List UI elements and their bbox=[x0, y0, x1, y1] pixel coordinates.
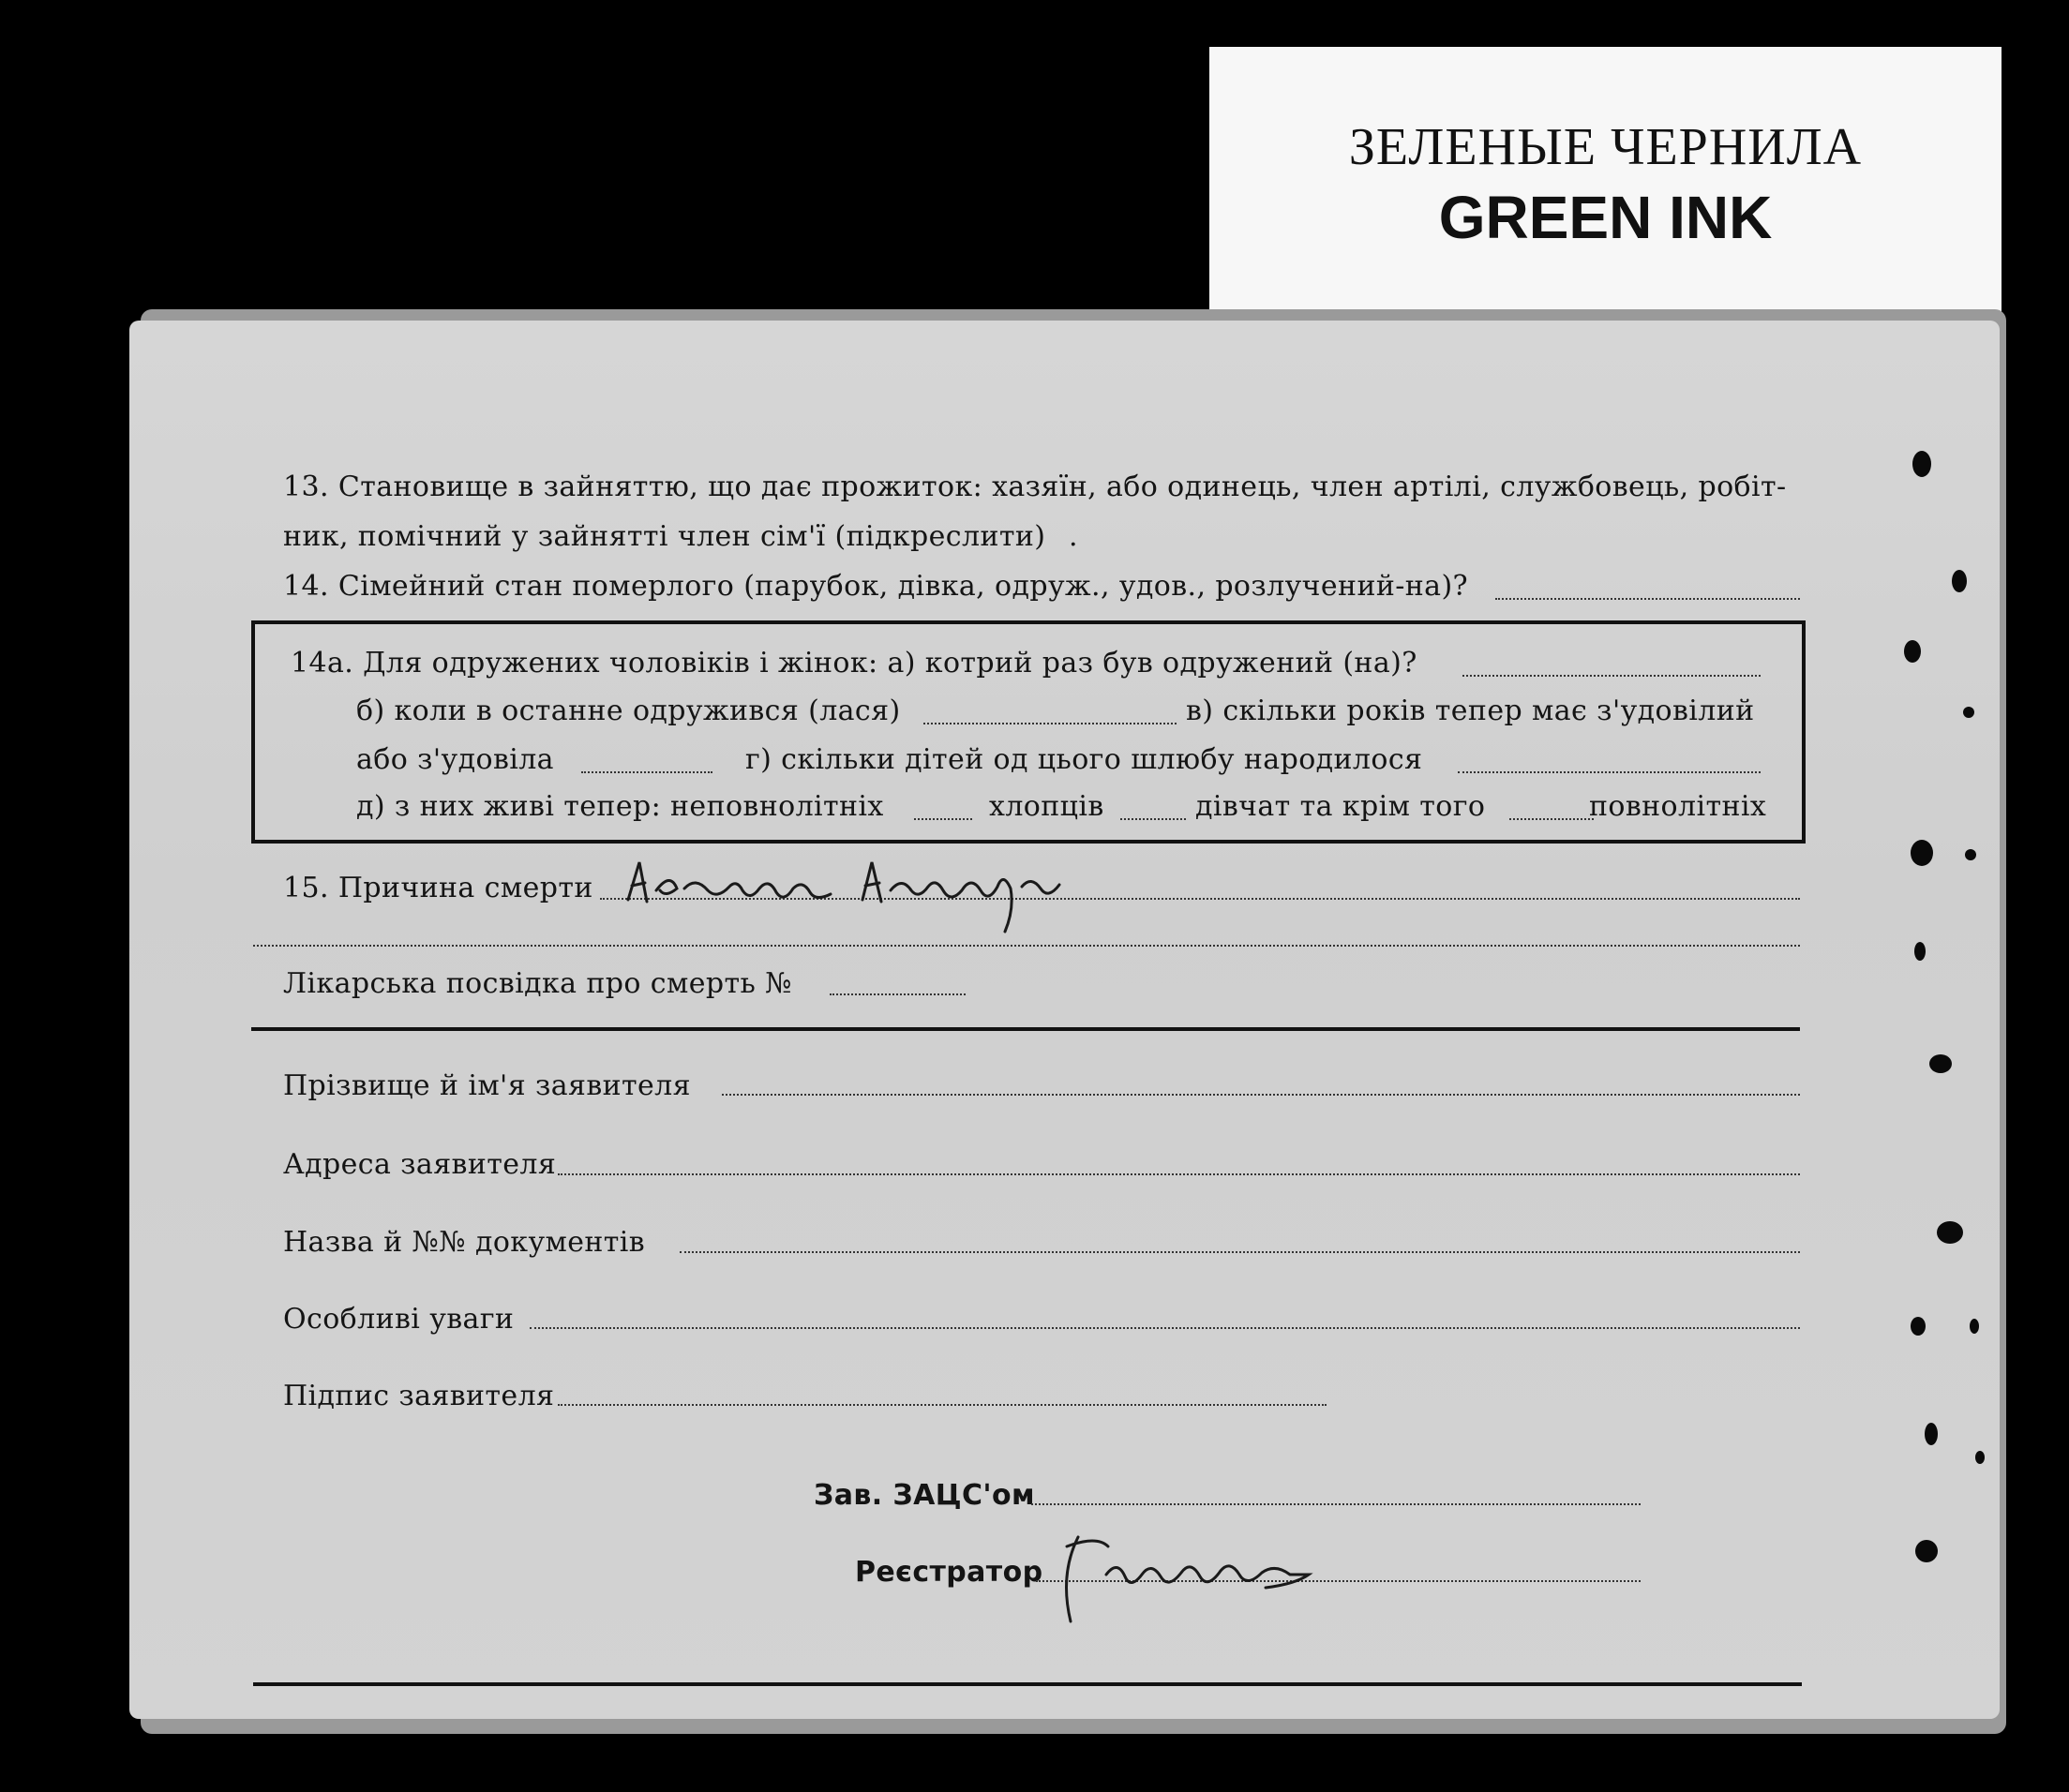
notes-field bbox=[530, 1327, 1800, 1329]
applicant-name-label: Прізвище й ім'я заявителя bbox=[283, 1069, 691, 1102]
q14a-abo-field bbox=[581, 771, 712, 773]
q14a-abo-label: або з'удовіла bbox=[356, 743, 554, 776]
notes-label: Особливі уваги bbox=[283, 1303, 515, 1336]
q15-label: 15. Причина смерти bbox=[283, 872, 593, 904]
applicant-signature-label: Підпис заявителя bbox=[283, 1380, 555, 1412]
label-russian: ЗЕЛЕНЫЕ ЧЕРНИЛА bbox=[1348, 118, 1863, 176]
medical-certificate-field bbox=[830, 993, 966, 995]
documents-field bbox=[680, 1251, 1800, 1253]
q14a-b-field bbox=[923, 723, 1177, 724]
registrar-label: Реєстратор bbox=[855, 1556, 1043, 1589]
label-english: GREEN INK bbox=[1438, 184, 1773, 251]
q13-line1: 13. Становище в зайняттю, що дає прожиток: хазяїн, або одинець, член артілі, службовець, робіт- bbox=[283, 470, 1787, 503]
q14a-boys-label: хлопців bbox=[989, 790, 1104, 823]
documents-label: Назва й №№ документів bbox=[283, 1226, 646, 1259]
green-ink-label bbox=[1209, 47, 2002, 328]
q13-line2: ник, помічний у зайнятті член сім'ї (підкреслити) bbox=[283, 520, 1046, 553]
q14a-v-label: в) скільки років тепер має з'удовілий bbox=[1186, 694, 1755, 727]
medical-certificate-label: Лікарська посвідка про смерть № bbox=[283, 967, 792, 1000]
q14a-d-label: д) з них живі тепер: неповнолітніх bbox=[356, 790, 884, 823]
q15-field-line2 bbox=[253, 945, 1800, 947]
q14a-boys-field bbox=[1120, 818, 1186, 820]
q14-field bbox=[1495, 598, 1800, 600]
q14a-girls-label: дівчат та крім того bbox=[1195, 790, 1486, 823]
q14a-d-field bbox=[914, 818, 972, 820]
registrar-signature bbox=[1050, 1518, 1331, 1631]
q14a-girls-field bbox=[1509, 818, 1594, 820]
head-label: Зав. ЗАЦС'ом bbox=[814, 1479, 1035, 1512]
applicant-name-field bbox=[722, 1094, 1800, 1096]
head-signature-field bbox=[1031, 1503, 1641, 1505]
q14a-line1: 14а. Для одружених чоловіків і жінок: а) котрий раз був одружений (на)? bbox=[291, 647, 1417, 679]
applicant-address-field bbox=[558, 1173, 1800, 1175]
q14a-g-field bbox=[1458, 771, 1761, 773]
binding-holes bbox=[1884, 441, 2006, 1593]
section-divider bbox=[251, 1027, 1800, 1031]
q14a-a-field bbox=[1462, 675, 1761, 677]
q14-label: 14. Сімейний стан померлого (парубок, дівка, одруж., удов., розлучений-на)? bbox=[283, 570, 1469, 603]
q14a-g-label: г) скільки дітей од цього шлюбу народилося bbox=[745, 743, 1423, 776]
q14a-b-label: б) коли в останне одружився (лася) bbox=[356, 694, 901, 727]
applicant-signature-field bbox=[558, 1404, 1327, 1406]
bottom-rule bbox=[253, 1682, 1802, 1686]
applicant-address-label: Адреса заявителя bbox=[283, 1148, 557, 1181]
q14a-adult-label: повнолітніх bbox=[1589, 790, 1767, 823]
q13-dot: . bbox=[1069, 520, 1078, 553]
cause-of-death-handwriting bbox=[619, 834, 1106, 937]
